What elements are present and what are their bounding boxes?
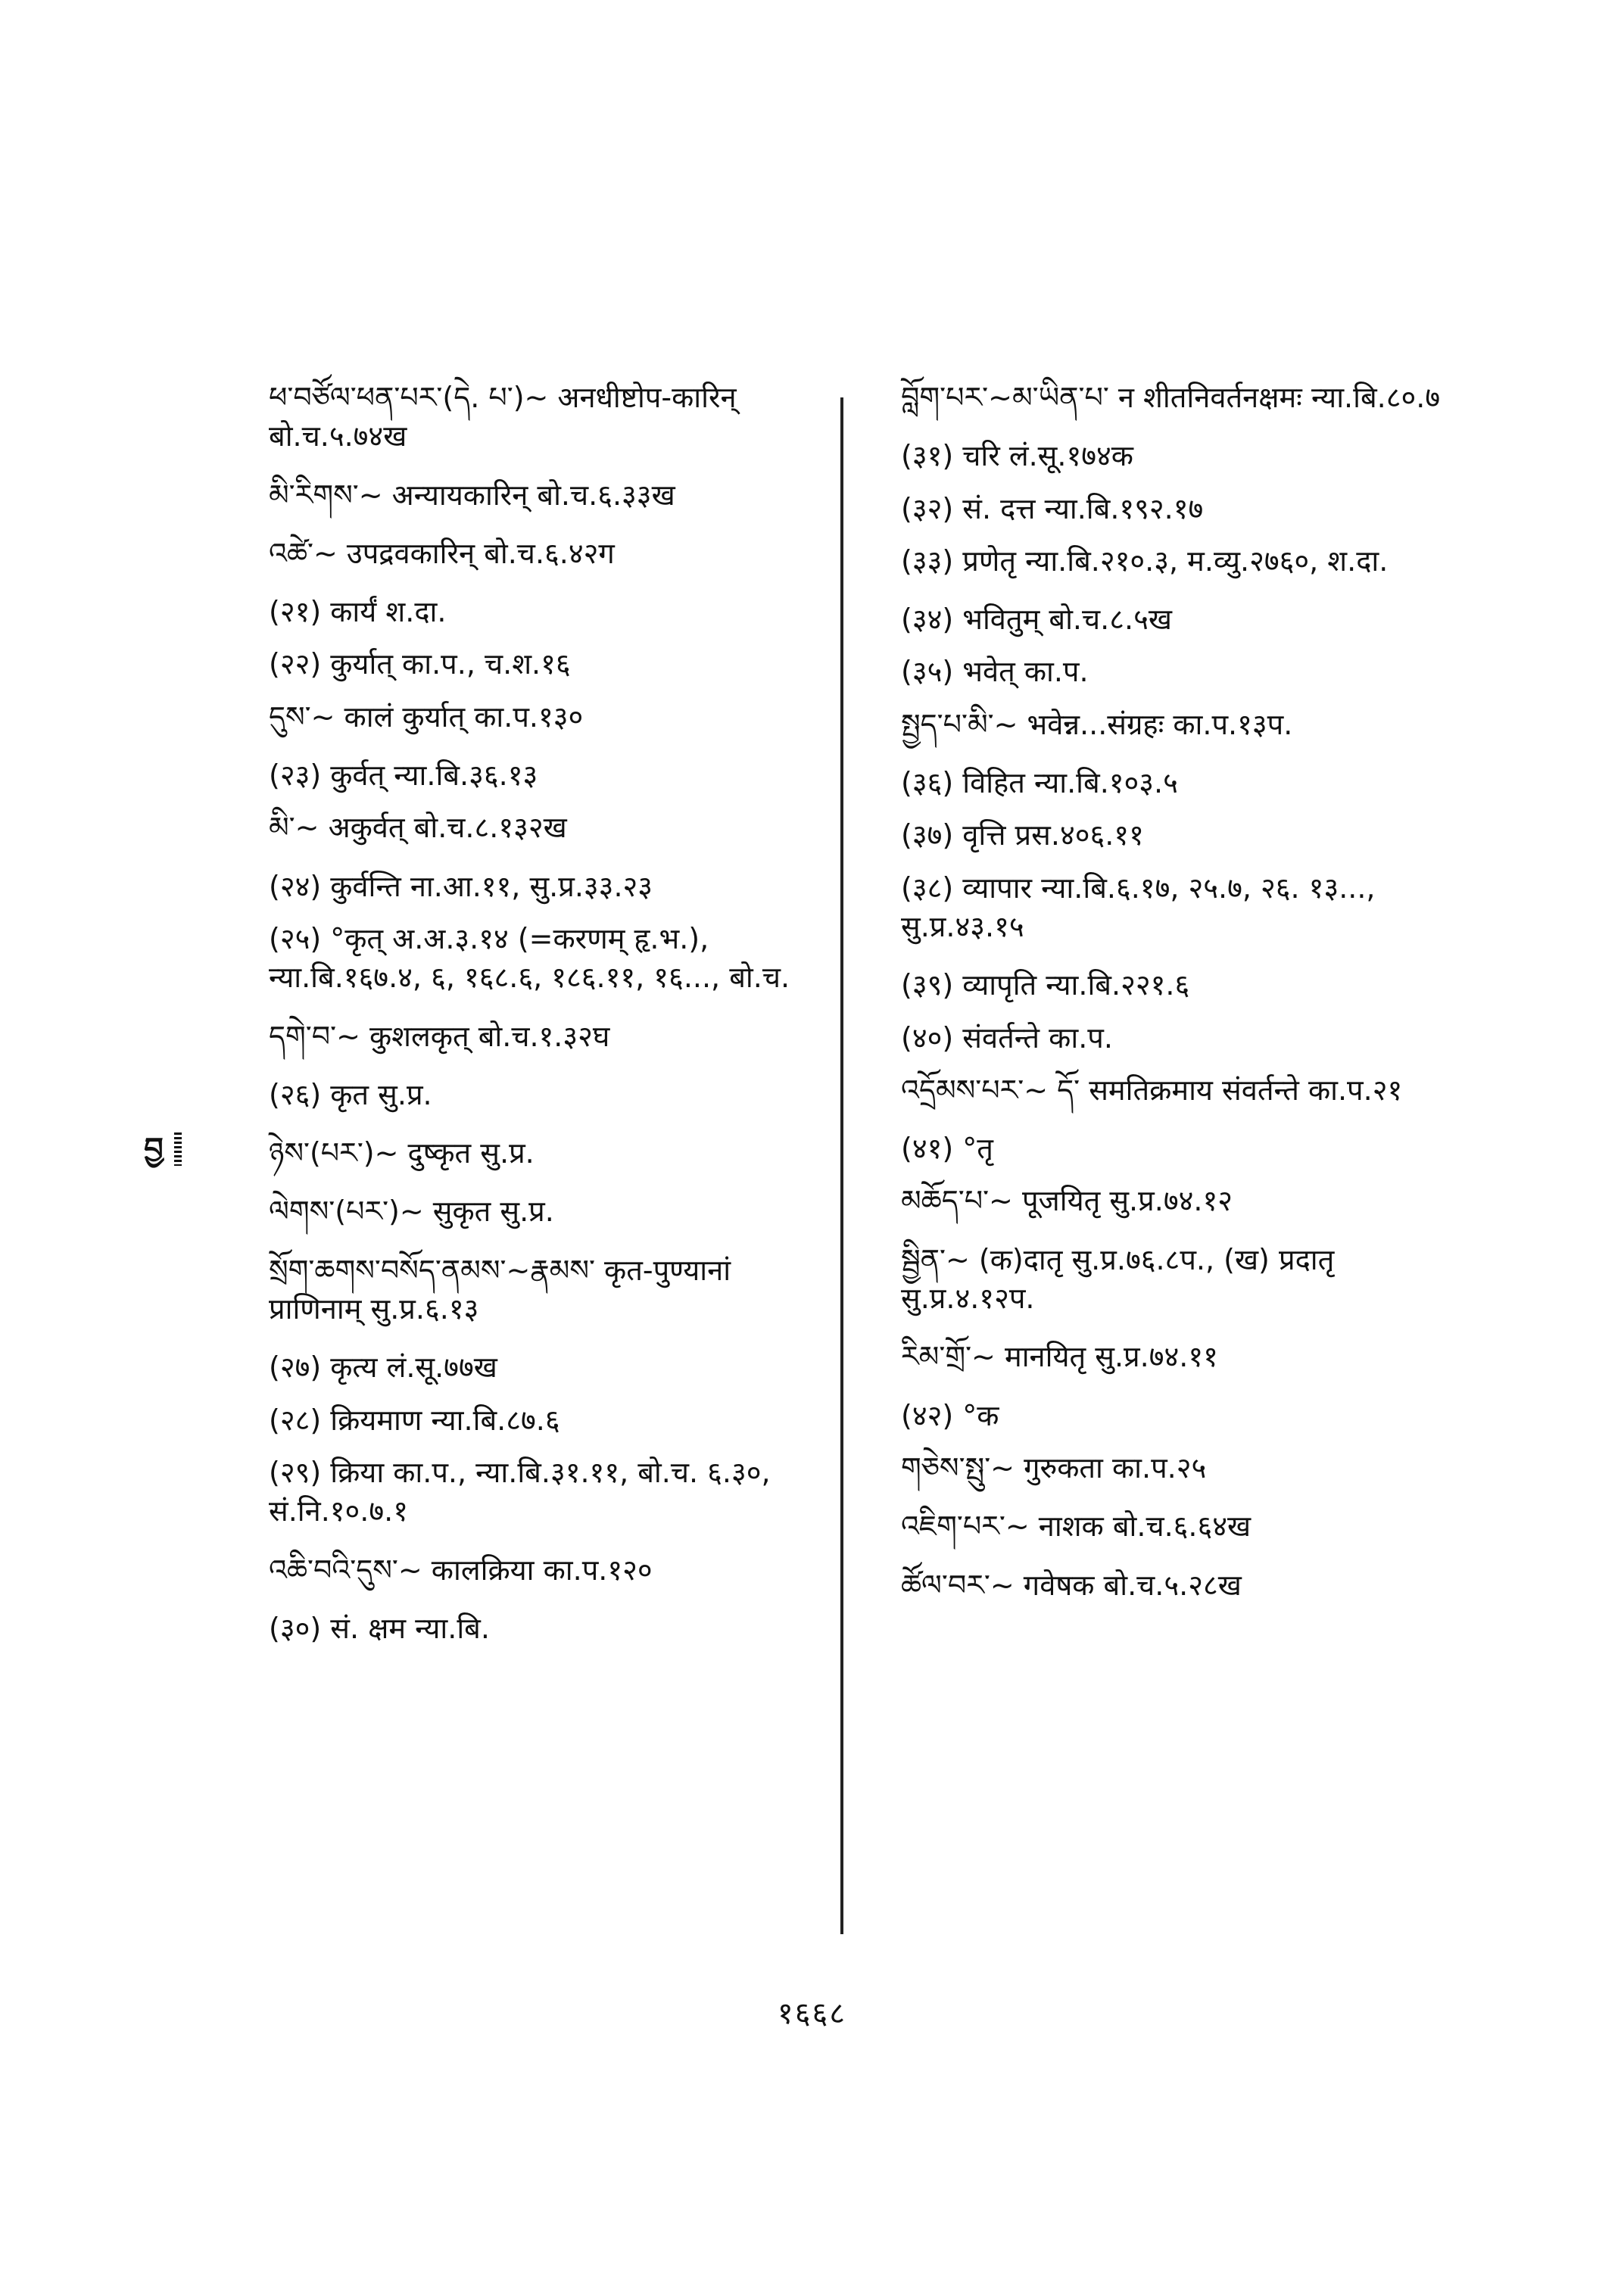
entry: (२३) कुर्वत् न्या.बि.३६.१३ (269, 759, 538, 793)
entry: རིམ་གྲོ་~ मानयितृ सु.प्र.७४.११ (901, 1340, 1218, 1374)
entry: ཚོལ་བར་~ गवेषक बो.च.५.२८ख (901, 1568, 1242, 1602)
entry: (३१) चरि लं.सू.१७४क (901, 439, 1133, 473)
entry: འཆི་བའི་དུས་~ कालक्रिया का.प.१२० (269, 1553, 653, 1587)
entry: ལེགས་(པར་)~ सुकृत सु.प्र. (269, 1195, 554, 1229)
entry: འཚེ་~ उपद्रवकारिन् बो.च.६.४२ग (269, 536, 615, 570)
entry: བློག་པར་~མ་ཡིན་པ་ न शीतनिवर्तनक्षमः न्या.बि.८०.७ (901, 381, 1441, 414)
entry: (२१) कार्यं श.दा. (269, 595, 447, 629)
entry: (२९) क्रिया का.प., न्या.बि.३१.११, बो.च. ६.३०, सं.नि.१०.७.१ (269, 1455, 771, 1528)
entry: (२६) कृत सु.प्र. (269, 1077, 432, 1111)
entry: (३२) सं. दत्त न्या.बि.१९२.१७ (901, 491, 1204, 525)
entry: སྦྱིན་~ (क)दातृ सु.प्र.७६.८प., (ख) प्रदातृ सु.प्र.४.१२प. (901, 1242, 1335, 1316)
entry: (३९) व्यापृति न्या.बि.२२१.६ (901, 968, 1190, 1002)
section-thumb-index (135, 1126, 173, 1172)
entry: (३६) विहित न्या.बि.१०३.५ (901, 766, 1178, 800)
entry: (२४) कुर्वन्ति ना.आ.११, सु.प्र.३३.२३ (269, 869, 653, 903)
entry: (२७) कृत्य लं.सू.७७ख (269, 1351, 497, 1385)
entry: (३४) भवितुम् बो.च.८.५ख (901, 603, 1172, 637)
entry: (३५) भवेत् का.प. (901, 655, 1089, 689)
entry: སྲོག་ཆགས་བསོད་ནམས་~རྣམས་ कृत-पुण्यानां प्राणिनाम् सु.प्र.६.१३ (269, 1253, 731, 1326)
entry: མཆོད་པ་~ पूजयितृ सु.प्र.७४.१२ (901, 1184, 1233, 1218)
entry: (२८) क्रियमाण न्या.बि.८७.६ (269, 1403, 560, 1437)
entry: མི་རིགས་~ अन्यायकारिन् बो.च.६.३३ख (269, 478, 675, 512)
right-column (901, 379, 1476, 1625)
left-column (269, 379, 829, 1668)
entry: ཉེས་(པར་)~ दुष्कृत सु.प्र. (269, 1136, 535, 1170)
entry: དུས་~ कालं कुर्यात् का.प.१३० (269, 699, 584, 734)
section-letter: བྱ (144, 1132, 164, 1167)
entry: འཇིག་པར་~ नाशक बो.च.६.६४ख (901, 1509, 1252, 1544)
entry: (३७) वृत्ति प्रस.४०६.११ (901, 818, 1144, 852)
entry: (४०) संवर्तन्ते का.प. (901, 1020, 1113, 1055)
thumb-index-hatch (174, 1132, 182, 1166)
entry: (३८) व्यापार न्या.बि.६.१७, २५.७, २६. १३..., सु.प्र.४३.१५ (901, 871, 1376, 943)
entry: (२२) कुर्यात् का.प., च.श.१६ (269, 647, 571, 681)
entry: (३०) सं. क्षम न्या.बि. (269, 1611, 490, 1645)
column-divider (840, 397, 843, 1934)
entry: (४२) °क (901, 1398, 999, 1432)
entry: འདྲོམས་པར་~ དོ་ समतिक्रमाय संवर्तन्ते का.प.२१ (901, 1073, 1403, 1107)
entry: (४१) °तृ (901, 1132, 993, 1166)
entry: མི་~ अकुर्वत् बो.च.८.१३२ख (269, 811, 567, 845)
entry: སྤྱད་པ་མི་~ भवेन्न...संग्रहः का.प.१३प. (901, 707, 1293, 741)
entry: ཕ་བཙོལ་ཕན་པར་(དེ. པ་)~ अनधीष्टोप-कारिन् बो.च.५.७४ख (269, 381, 737, 453)
entry: (३३) प्रणेतृ न्या.बि.२१०.३, म.व्यु.२७६०, श.दा. (901, 544, 1389, 578)
entry: གཅེས་སྤུ་~ गुरुकता का.प.२५ (901, 1450, 1207, 1485)
entry: དགེ་བ་~ कुशलकृत् बो.च.१.३२घ (269, 1019, 610, 1053)
entry: (२५) °कृत् अ.अ.३.१४ (=करणम् हृ.भ.), न्या.बि.१६७.४, ६, १६८.६, १८६.११, १६..., बो.च. (269, 921, 790, 995)
page-number: १६६८ (777, 1996, 847, 2031)
